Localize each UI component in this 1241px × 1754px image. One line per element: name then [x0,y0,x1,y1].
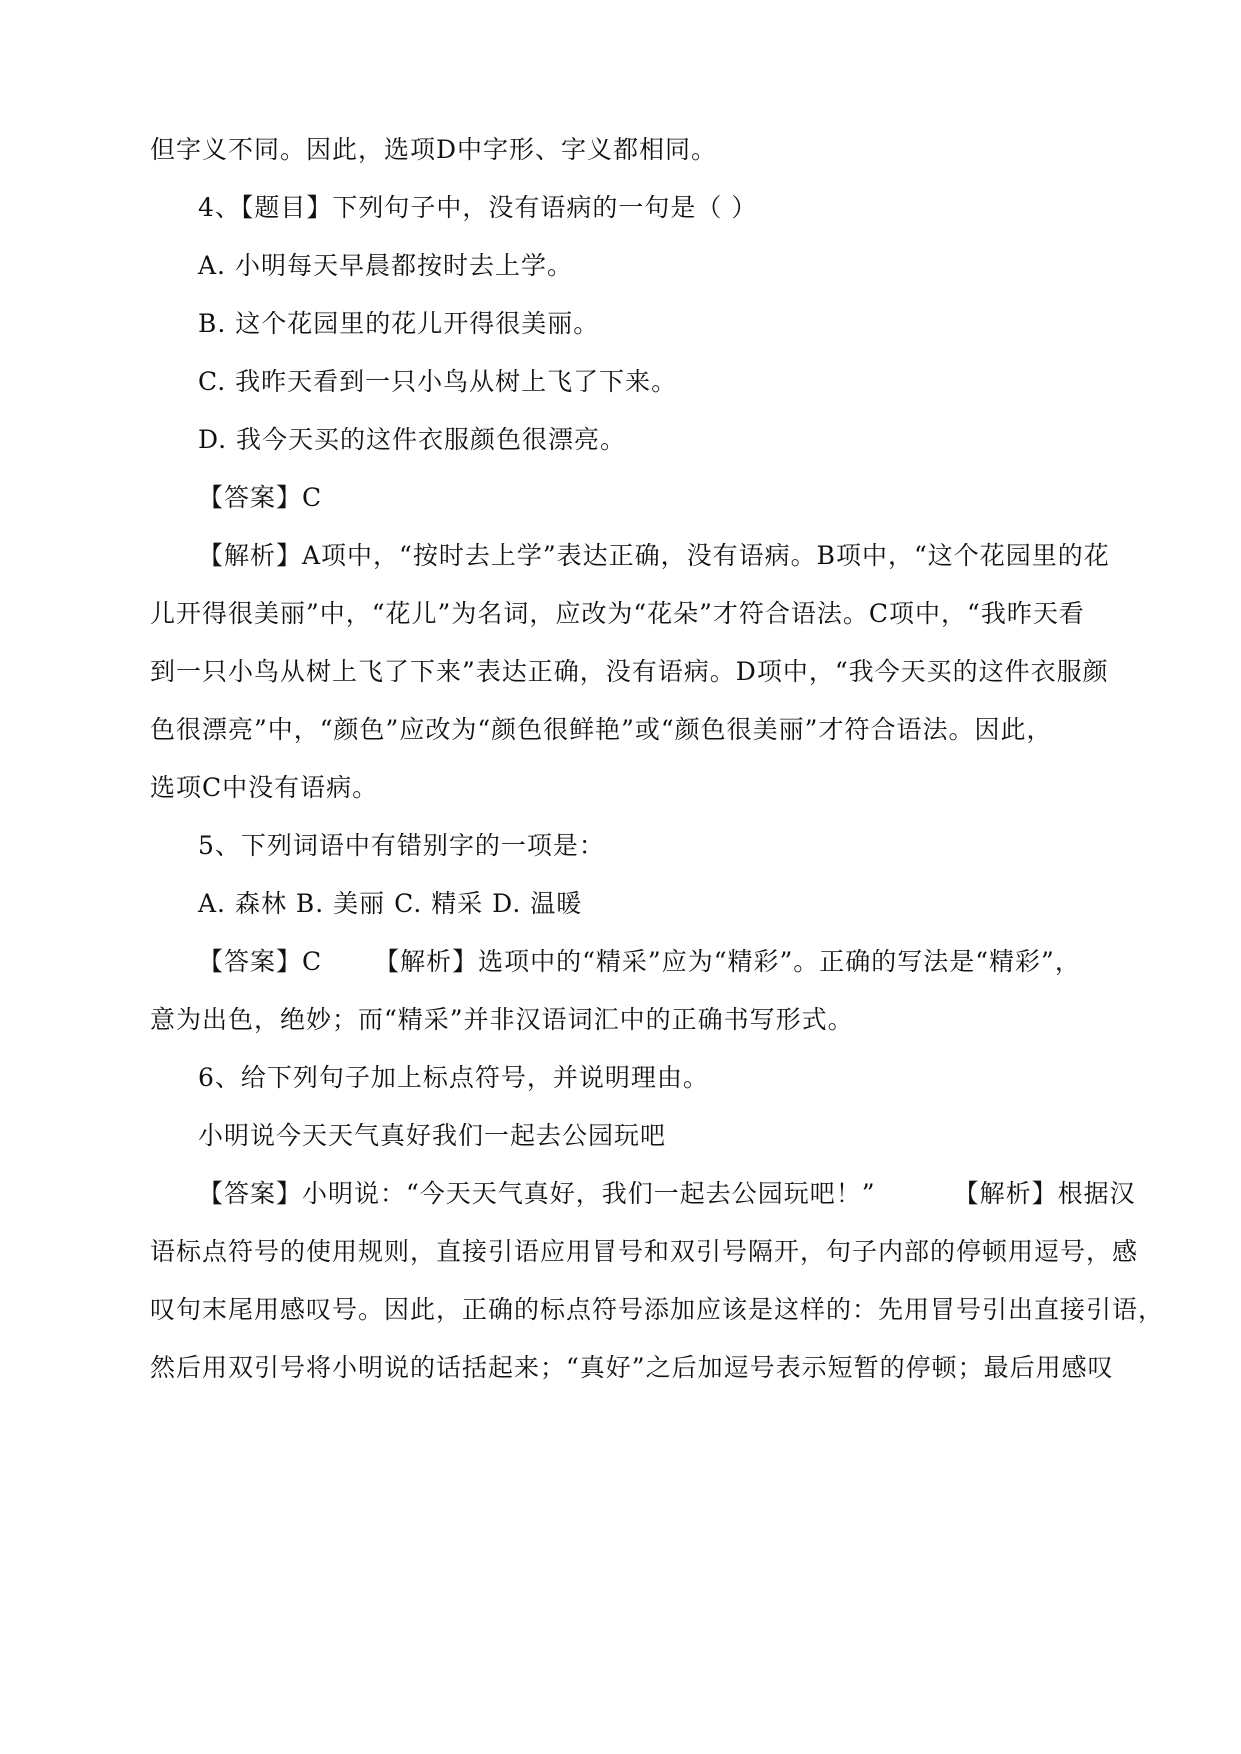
text-line: 语标点符号的使用规则，直接引语应用冒号和双引号隔开，句子内部的停顿用逗号，感 [150,1237,1139,1266]
question-4-answer: 【答案】C [198,483,323,512]
question-6-sentence: 小明说今天天气真好我们一起去公园玩吧 [198,1121,667,1150]
question-4-title: 4、【题目】下列句子中，没有语病的一句是（ ） [198,193,758,222]
question-5-answer-line [198,947,1081,977]
question-6-answer-line [198,1179,1136,1209]
text-line: 色很漂亮”中，“颜色”应改为“颜色很鲜艳”或“颜色很美丽”才符合语法。因此， [150,715,1053,744]
question-5-answer: 【答案】C [198,947,323,976]
question-5-title: 5、下列词语中有错别字的一项是： [198,831,605,860]
text-line: 叹句末尾用感叹号。因此，正确的标点符号添加应该是这样的：先用冒号引出直接引语， [150,1295,1165,1324]
question-5-analysis: 【解析】选项中的“精采”应为“精彩”。正确的写法是“精彩”， [374,947,1081,976]
question-5-options: A. 森林 B. 美丽 C. 精采 D. 温暖 [198,889,583,918]
text-line: 选项C中没有语病。 [150,773,379,802]
question-4-option-a: A. 小明每天早晨都按时去上学。 [198,251,573,280]
question-6-analysis: 【解析】根据汉 [953,1179,1136,1208]
text-line: 意为出色，绝妙；而“精采”并非汉语词汇中的正确书写形式。 [150,1005,854,1034]
text-line: 到一只小鸟从树上飞了下来”表达正确，没有语病。D项中，“我今天买的这件衣服颜 [150,657,1109,686]
text-line: 儿开得很美丽”中，“花儿”为名词，应改为“花朵”才符合语法。C项中，“我昨天看 [150,599,1085,628]
question-4-option-c: C. 我昨天看到一只小鸟从树上飞了下来。 [198,367,678,396]
question-4-option-d: D. 我今天买的这件衣服颜色很漂亮。 [198,425,627,454]
question-6-answer: 【答案】小明说：“今天天气真好，我们一起去公园玩吧！” [198,1179,876,1208]
text-line: 然后用双引号将小明说的话括起来；“真好”之后加逗号表示短暂的停顿；最后用感叹 [150,1353,1114,1382]
question-6-title: 6、给下列句子加上标点符号，并说明理由。 [198,1063,709,1092]
question-4-option-b: B. 这个花园里的花儿开得很美丽。 [198,309,600,338]
question-4-analysis: 【解析】A项中，“按时去上学”表达正确，没有语病。B项中，“这个花园里的花 [198,541,1110,570]
text-line: 但字义不同。因此，选项D中字形、字义都相同。 [150,135,718,164]
